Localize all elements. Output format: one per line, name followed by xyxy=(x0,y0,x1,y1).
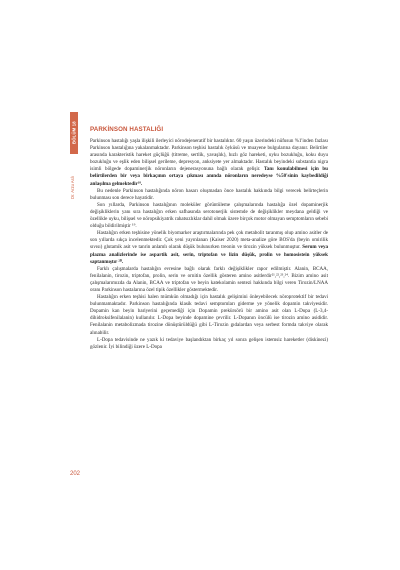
paragraph-5-text: Farklı çalışmalarda hastalığın evresine bağlı olarak farklı değişiklikler rapor edilmiştir. Alanin, BCAA, fenilalanin, tirozin, triptofan, prolin, serin ve ornitin özellik gösteren amino asitlerdir²¹,²²,²³,²⁴. Bizim amino asit çalışmalarımızda da Alanin, BCAA ve triptofan ve beyin katekolamin sentezi hakkında bilgi veren Tirozin/LNAA oranı Parkinson hastalarına özel tipik özellikler göstermektedir. xyxy=(90,265,328,293)
paragraph-1-bold: Tanı konulabilmesi için bu belirtilerden bir veya birkaçının ortaya çıkması anında nöronların neredeyse %50'sinin kaybedildiği anlaşılma gelmektedir¹⁸. xyxy=(90,166,328,187)
author-label: Dr. Arzu Aslı xyxy=(70,176,75,200)
paragraph-2-text: Bu nedenle Parkinson hastalığında nöron hasarı oluşmadan önce hastalık hakkında bilgi verecek belirteçlerin bulunması son derece hayatidir. xyxy=(90,187,328,201)
page-number: 202 xyxy=(70,471,81,477)
paragraph-5 xyxy=(90,266,328,294)
paragraph-7 xyxy=(90,337,328,351)
paragraph-6-text: Hastalığın erken teşhisi halen mümkün olmadığı için hastalık gelişimini önleyebilecek nöroprotektif bir tedavi bulunmamaktadır. Parkinson hastalığında klasik tedavi semptomları giderme ye yönelik dopamin takviyesidir. Dopamin kan beyin bariyerini geçemediği için Dopamin prekürsörü bir amino asit olan L-Dopa (L-3,4-dihidroksifenilalanin) kullanılır. L-Dopa beyinde dopamine çevrilir. L-Dopanın öncülü ise tirozin amino asididir. Fenilalanin metabolizmada tirozine dönüştürüldüğü gibi L-Tirozin gıdalardan veya serbest formda takviye olarak alınabilir. xyxy=(90,294,328,336)
paragraph-1 xyxy=(90,138,328,188)
section-title: PARKİNSON HASTALIĞI xyxy=(90,126,164,133)
paragraph-4-text: Hastalığın erken teşhisine yönelik biyomarker araştırmalarında pek çok metabolit taranmış olup amino asitler de son yıllarda sıkça incelenmektedir. Çok yeni yayınlanan (Kaiser 2020) meta-analize göre BOS'da (beyin omirilik sıvısı) glutamik asit ve tanrin anlamlı olarak düşük bulunurken treonin ve tirozin yüksek bulunmuştur. xyxy=(90,230,328,251)
paragraph-4 xyxy=(90,230,328,265)
paragraph-1-text: Parkinson hastalığı yaşla ilişkili ilerleyici nörodejeneratif bir hastalıktır. 60 yaşın üzerindeki nüfusun %1'inden fazlası Parkinson hastalığına yakalanmaktadır. Parkinson teşhisi hastalık öyküsü ve muayene bulgularına dayanır. Belirtiler arasında karakteristik hareket güçlüğü (titreme, sertlik, yavaşlık), hızlı göz hareketi, uyku bozukluğu, koku duyu bozukluğu ve eşlik eden bilişsel gerileme, depresyon, anksiyete yer almaktadır. Hastalık beyindeki substantia nigra isimli bölgede dopaminerjik nöronların dejenerasyonuna bağlı olarak gelişir. xyxy=(90,138,328,173)
paragraph-7-text: L-Dopa tedavisinde ne yazık ki tedaviye başlandıktan birkaç yıl sonra gelişen istemsiz hareketler (diskinezi) gözlenir. İyi bilindiği üzere L-Dopa xyxy=(90,336,328,350)
paragraph-2 xyxy=(90,188,328,202)
paragraph-6 xyxy=(90,294,328,337)
paragraph-4-bold: Serum veya plazma analizlerinde ise aspartik asit, serin, triptofan ve lizin düşük, prolin ve homosistein yüksek saptanmıştır ²⁰. xyxy=(90,244,329,265)
paragraph-3-text: Son yıllarda, Parkinson hastalığının moleküler görüntüleme çalışmalarında hastalığa özel dopaminerjik değişikliklerin yanı sıra hastalığın erken safhasında serotonerjik sistemde de değişiklikler meydana geldiği ve özellikle uyku, bilişsel ve nöropsikiyatrik rahatsızlıklar dahil olmak üzere birçok motor olmayan semptomların sebebi olduğu bildirilmiştir ¹⁹. xyxy=(90,201,328,230)
page-content xyxy=(90,126,328,351)
chapter-label: BÖLÜM 18 xyxy=(71,121,77,145)
paragraph-3 xyxy=(90,202,328,230)
